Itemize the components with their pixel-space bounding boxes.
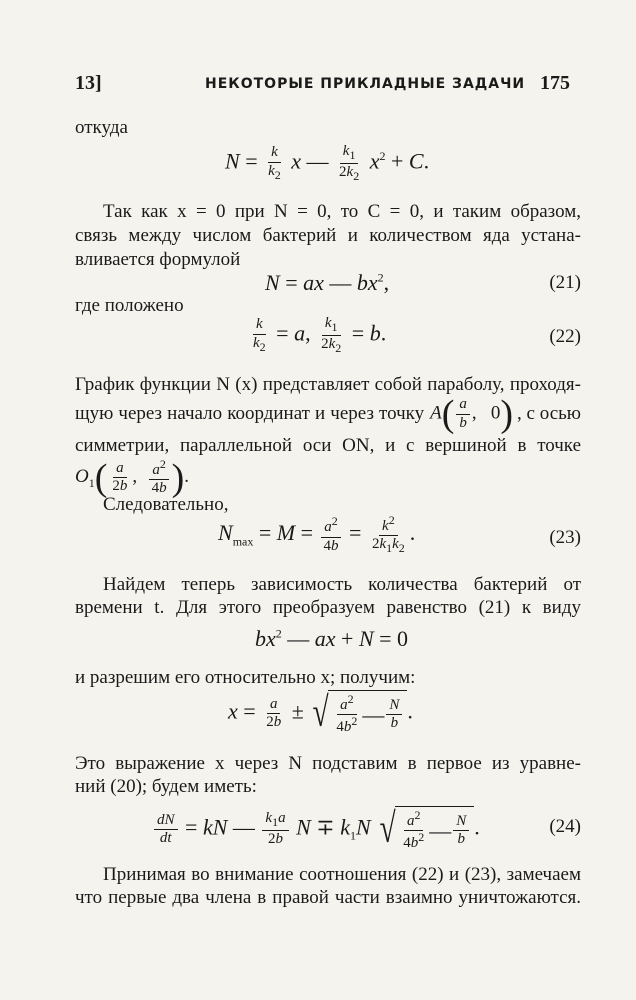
text-gde-polozheno: где положено xyxy=(75,295,184,316)
paragraph-1-line-1: Так как x = 0 при N = 0, то C = 0, и таким образом, xyxy=(103,201,581,222)
paragraph-2-line-2b: , с осью xyxy=(517,403,581,424)
paragraph-2-line-3: симметрии, параллельной оси ON, и с вершиной в точке xyxy=(75,435,581,456)
equation-22: $\frac{k}{k_2}$ = a, $\frac{k_1}{2k_2}$ = b. xyxy=(253,315,387,355)
running-title: НЕКОТОРЫЕ ПРИКЛАДНЫЕ ЗАДАЧИ xyxy=(205,76,526,92)
paragraph-1-line-3: вливается формулой xyxy=(75,249,241,270)
point-a: A( $\frac{a}{b}$ , 0) xyxy=(430,393,514,435)
equation-24: $\frac{dN}{dt}$ = kN — $\frac{k_1a}{2b}$ $N \mp k_1N$ √ $\frac{a^2}{4b^2}$ — $\frac{N}{b}$ . xyxy=(152,806,480,853)
page-number: 175 xyxy=(540,72,570,94)
equation-x-solution: x = $\frac{a}{2b}$ ± √ $\frac{a^2}{4b^2}$ — $\frac{N}{b}$ . xyxy=(228,690,413,737)
equation-number-24: (24) xyxy=(549,816,581,837)
text-sledovatelno: Следовательно, xyxy=(103,494,229,515)
equation-number-23: (23) xyxy=(549,527,581,548)
text-otkuda: откуда xyxy=(75,117,128,138)
equation-number-21: (21) xyxy=(549,272,581,293)
text-razreshim: и разрешим его относительно x; получим: xyxy=(75,667,416,688)
equation-number-22: (22) xyxy=(549,326,581,347)
paragraph-5-line-1: Принимая во внимание соотношения (22) и (23), замечаем xyxy=(103,864,581,885)
equation-quadratic: $bx^2$ — ax + N = 0 xyxy=(255,626,409,651)
paragraph-2-line-2a: щую через начало координат и через точку xyxy=(75,403,425,424)
paragraph-5-line-2: что первые два члена в правой части взаимно уничтожаются. xyxy=(75,887,581,908)
paragraph-4-line-1: Это выражение x через N подставим в первое из уравне- xyxy=(75,753,581,774)
section-number: 13] xyxy=(75,72,102,94)
equation-n-of-x: N = $\frac{k}{k_2}$ x — $\frac{k_1}{2k_2}$ $x^2 + C$. xyxy=(225,143,430,183)
paragraph-4-line-2: ний (20); будем иметь: xyxy=(75,776,257,797)
paragraph-3-line-1: Найдем теперь зависимость количества бактерий от xyxy=(103,574,581,595)
paragraph-2-line-1: График функции N (x) представляет собой параболу, проходя- xyxy=(75,374,581,395)
paragraph-3-line-2: времени t. Для этого преобразуем равенство (21) к виду xyxy=(75,597,581,618)
equation-21: N = ax — $bx^2$, xyxy=(265,270,390,295)
vertex-o1: $O_1$( $\frac{a}{2b}$ , $\frac{a^2}{4b}$ ). xyxy=(75,456,190,499)
equation-23: $N_{max} = M$ = $\frac{a^2}{4b}$ = $\frac{k^2}{2k_1k_2}$ . xyxy=(218,513,416,556)
paragraph-2-line-2 xyxy=(75,393,581,435)
paragraph-1-line-2: связь между числом бактерий и количеством яда устана- xyxy=(75,225,581,246)
